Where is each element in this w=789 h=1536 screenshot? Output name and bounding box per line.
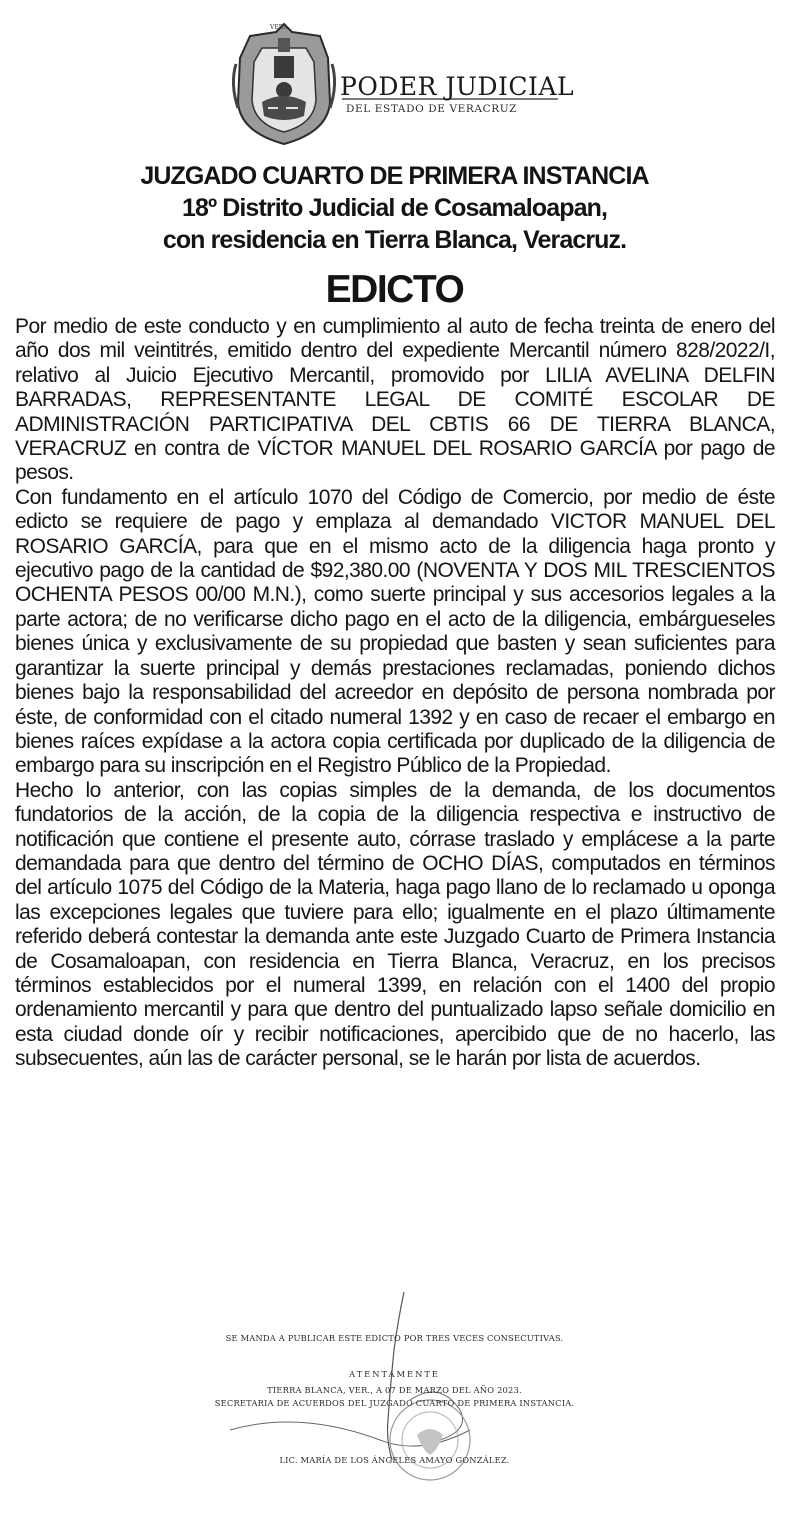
paragraph: Con fundamento en el artículo 1070 del Código de Comercio, por medio de éste edicto se requiere de pago y emplaza al demandado VICTOR MANUEL DEL ROSARIO GARCÍA, para que en el mismo acto de la diligencia haga pronto y ejecutivo pago de la cantidad de $92,380.00 (NOVENTA Y DOS MIL TRESCIENTOS OCHENTA PESOS 00/00 M.N.), como suerte principal y sus accesorios legales a la parte actora; de no verificarse dicho pago en el acto de la diligencia, embárgueseles bienes única y exclusivamente de su propiedad que basten y sean suficientes para garantizar la suerte principal y demás prestaciones reclamadas, poniendo dichos bienes bajo la responsabilidad del acreedor en depósito de persona nombrada por éste, de conformidad con el citado numeral 1392 y en caso de recaer el embargo en bienes raíces expídase a la actora copia certificada por duplicado de la diligencia de embargo para su inscripción en el Registro Público de la Propiedad. bbox=[15, 485, 775, 778]
logo-name: PODER JUDICIAL bbox=[340, 72, 575, 101]
paragraph: Hecho lo anterior, con las copias simples de la demanda, de los documentos fundatorios de la acción, de la copia de la diligencia respectiva e instructivo de notificación que contiene el presente auto, córrase traslado y emplácese a la parte demandada para que dentro del término de OCHO DÍAS, computados en términos del artículo 1075 del Código de la Materia, haga pago llano de lo reclamado u oponga las excepciones legales que tuviere para ello; igualmente en el plazo últimamente referido deberá contestar la demanda ante este Juzgado Cuarto de Primera Instancia de Cosamaloapan, con residencia en Tierra Blanca, Veracruz, en los precisos términos establecidos por el numeral 1399, en relación con el 1400 del propio ordenamiento mercantil y para que dentro del puntualizado lapso señale domicilio en esta ciudad donde oír y recibir notificaciones, apercibido que de no hacerlo, las subsecuentes, aún las de carácter personal, se le harán por lista de acuerdos. bbox=[15, 778, 775, 1071]
logo-subtitle: DEL ESTADO DE VERACRUZ bbox=[346, 103, 518, 115]
crest-label: VERA bbox=[270, 24, 288, 31]
edict-body bbox=[15, 315, 775, 1072]
residence-heading: con residencia en Tierra Blanca, Veracruz. bbox=[162, 226, 627, 254]
document-title: EDICTO bbox=[325, 268, 464, 311]
closing-word: ATENTAMENTE bbox=[349, 1369, 440, 1379]
publish-note: SE MANDA A PUBLICAR ESTE EDICTO POR TRES VECES CONSECUTIVAS. bbox=[225, 1333, 564, 1343]
district-heading: 18º Distrito Judicial de Cosamaloapan, bbox=[181, 194, 608, 222]
paragraph: Por medio de este conducto y en cumplimiento al auto de fecha treinta de enero del año dos mil veintitrés, emitido dentro del expediente Mercantil número 828/2022/I, relativo al Juicio Ejecutivo Mercantil, promovido por LILIA AVELINA DELFIN BARRADAS, REPRESENTANTE LEGAL DE COMITÉ ESCOLAR DE ADMINISTRACIÓN PARTICIPATIVA DEL CBTIS 66 DE TIERRA BLANCA, VERACRUZ en contra de VÍCTOR MANUEL DEL ROSARIO GARCÍA por pago de pesos. bbox=[15, 315, 775, 485]
court-heading: JUZGADO CUARTO DE PRIMERA INSTANCIA bbox=[140, 162, 649, 190]
place-date: TIERRA BLANCA, VER., A 07 DE MARZO DEL AÑO 2023. bbox=[267, 1385, 522, 1395]
signer-name: LIC. MARÍA DE LOS ÁNGELES AMAYO GONZÁLEZ. bbox=[279, 1455, 510, 1465]
signer-role: SECRETARIA DE ACUERDOS DEL JUZGADO CUARTO DE PRIMERA INSTANCIA. bbox=[214, 1398, 575, 1408]
judicial-logo bbox=[228, 20, 575, 152]
official-seal-icon bbox=[385, 1395, 475, 1485]
